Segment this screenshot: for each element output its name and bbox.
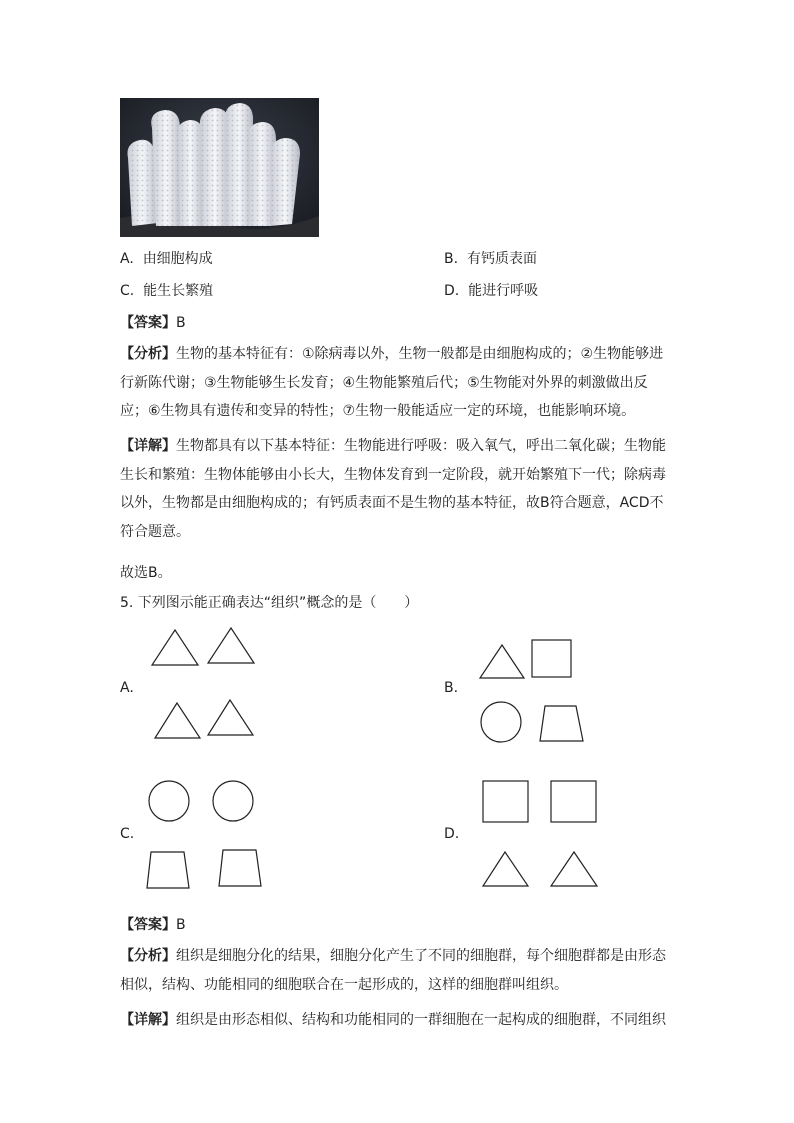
triangle-shape [208,700,253,735]
triangle-shape [152,630,198,665]
analysis-line: 行新陈代谢；③生物能够生长发育；④生物能繁殖后代；⑤生物能对外界的刺激做出反 [120,374,648,391]
triangle-shape [483,852,528,886]
analysis-line: 应；⑥生物具有遗传和变异的特性；⑦生物一般能适应一定的环境，也能影响环境。 [120,403,636,419]
analysis-tag: 【分析】 [120,948,176,964]
answer-tag: 【答案】 [120,315,176,331]
detail-tag: 【详解】 [120,1012,176,1028]
circle-shape [481,702,521,742]
option-d-shapes [483,781,597,886]
option-text: 由细胞构成 [142,251,213,267]
q5-analysis [120,942,680,999]
circle-shape [149,781,189,821]
q5-stem: 5. 下列图示能正确表达“组织”概念的是（ ） [120,595,419,611]
detail-line: 以外，生物都是由细胞构成的；有钙质表面不是生物的基本特征，故B符合题意，ACD不 [120,495,664,511]
option-text: 能生长繁殖 [143,283,214,299]
triangle-shape [208,628,254,663]
detail-tag: 【详解】 [120,438,176,454]
option-text: 能进行呼吸 [468,283,539,299]
square-shape [551,781,596,822]
analysis-line: 【分析】生物的基本特征有：①除病毒以外，生物一般都是由细胞构成的；②生物能够进 [120,346,664,362]
option-letter: B. [444,251,459,267]
option-letter: A. [120,251,134,267]
q4-conclusion: 故选B。 [120,565,172,581]
triangle-shape [551,852,597,886]
option-letter: C. [120,283,135,299]
trapezoid-shape [219,850,261,886]
trapezoid-shape [540,706,583,741]
analysis-line: 【分析】组织是细胞分化的结果，细胞分化产生了不同的细胞群，每个细胞群都是由形态 [120,948,666,964]
answer-tag: 【答案】 [120,917,176,933]
analysis-tag: 【分析】 [120,346,176,362]
answer-value: B [176,917,186,933]
detail-line: 生长和繁殖：生物体能够由小长大，生物体发育到一定阶段，就开始繁殖下一代；除病毒 [120,466,666,483]
option-b-shapes [480,640,583,742]
q5-option-b-letter: B. [444,680,459,696]
q5-option-d-letter: D. [444,826,460,842]
option-text: 有钙质表面 [466,251,537,267]
square-shape [483,781,528,822]
detail-line: 【详解】生物都具有以下基本特征：生物能进行呼吸：吸入氧气，呼出二氧化碳；生物能 [120,438,666,454]
option-a-shapes [152,628,254,738]
answer-value: B [176,315,186,331]
analysis-line: 相似，结构、功能相同的细胞联合在一起形成的，这样的细胞群叫组织。 [120,976,568,993]
q5-answer [120,914,186,934]
trapezoid-shape [147,852,189,888]
q5-detail [120,1006,680,1035]
option-letter: D. [444,283,460,299]
detail-line: 符合题意。 [120,523,190,540]
option-c-shapes [147,781,261,888]
triangle-shape [155,703,200,738]
square-shape [532,640,571,677]
detail-line: 【详解】组织是由形态相似、结构和功能相同的一群细胞在一起构成的细胞群，不同组织 [120,1012,666,1028]
triangle-shape [480,645,524,678]
q5-option-a-letter: A. [120,680,134,696]
q5-option-c-letter: C. [120,826,135,842]
circle-shape [213,781,253,821]
